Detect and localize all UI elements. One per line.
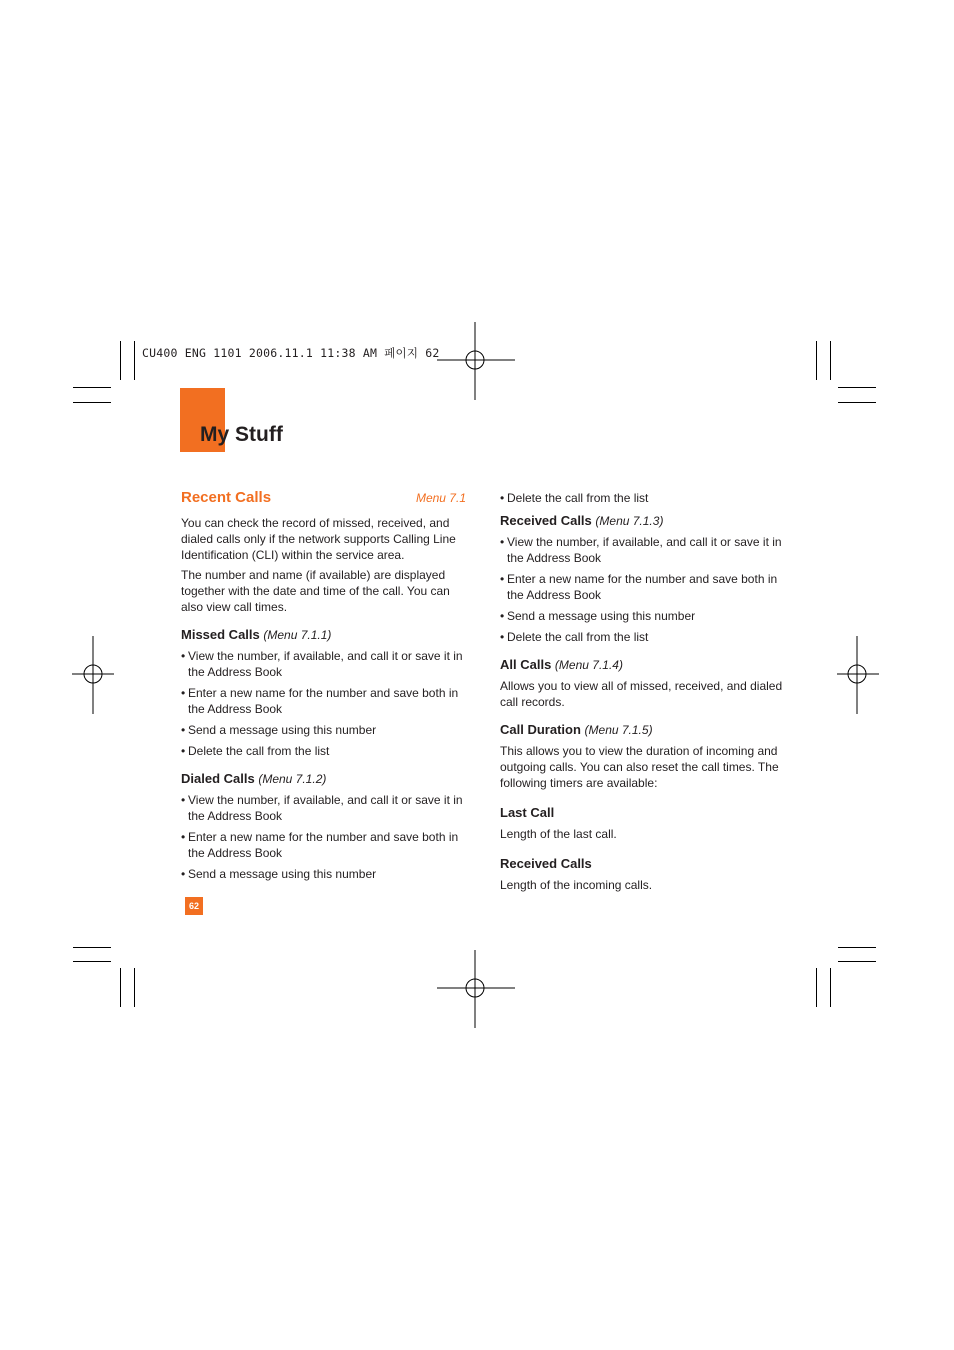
list-item: • Delete the call from the list bbox=[181, 743, 466, 759]
right-column bbox=[500, 490, 785, 897]
subsection-title: Missed Calls bbox=[181, 627, 260, 642]
page-title: My Stuff bbox=[200, 423, 283, 446]
section-menu-ref: Menu 7.1 bbox=[415, 491, 466, 505]
list-item: • Enter a new name for the number and save both in the Address Book bbox=[500, 571, 785, 603]
subsection-menu-ref: (Menu 7.1.1) bbox=[263, 628, 332, 642]
bullet-list bbox=[181, 648, 466, 759]
subsection-title: Received Calls bbox=[500, 856, 592, 871]
registration-mark-icon bbox=[72, 636, 114, 714]
subsection-title: Dialed Calls bbox=[181, 771, 255, 786]
list-item: • Send a message using this number bbox=[181, 866, 466, 882]
print-slug: CU400 ENG 1101 2006.11.1 11:38 AM 페이지 62 bbox=[142, 346, 440, 360]
subsection-menu-ref: (Menu 7.1.5) bbox=[584, 723, 653, 737]
intro-paragraph: You can check the record of missed, received, and dialed calls only if the network supports Calling Line Identification (CLI) within the service area. bbox=[181, 516, 456, 562]
list-item: • Send a message using this number bbox=[500, 608, 785, 624]
list-item: • Enter a new name for the number and save both in the Address Book bbox=[181, 685, 466, 717]
section-header bbox=[181, 490, 466, 506]
crop-mark bbox=[838, 402, 876, 403]
crop-mark bbox=[73, 387, 111, 388]
subsection-menu-ref: (Menu 7.1.2) bbox=[258, 772, 327, 786]
left-column bbox=[181, 490, 466, 887]
subsection-title: All Calls bbox=[500, 657, 552, 672]
list-item: • View the number, if available, and call it or save it in the Address Book bbox=[181, 648, 466, 680]
subsection-title: Last Call bbox=[500, 805, 555, 820]
section-title: Recent Calls bbox=[181, 489, 272, 506]
crop-mark bbox=[838, 387, 876, 388]
crop-mark bbox=[120, 968, 121, 1007]
registration-mark-icon bbox=[437, 950, 515, 1028]
bullet-list bbox=[500, 534, 785, 645]
intro-paragraph: The number and name (if available) are displayed together with the date and time of the call. You can also view call times. bbox=[181, 568, 450, 614]
crop-mark bbox=[838, 947, 876, 948]
crop-mark bbox=[134, 341, 135, 380]
bullet-list bbox=[181, 792, 466, 882]
list-item: • Delete the call from the list bbox=[500, 629, 785, 645]
subsection-all-calls bbox=[500, 657, 785, 673]
subsection-title: Call Duration bbox=[500, 722, 581, 737]
crop-mark bbox=[816, 968, 817, 1007]
body-paragraph: Length of the last call. bbox=[500, 827, 617, 841]
body-paragraph: This allows you to view the duration of incoming and outgoing calls. You can also reset the call times. The following timers are available: bbox=[500, 744, 779, 790]
subsection-title: Received Calls bbox=[500, 513, 592, 528]
list-item: • View the number, if available, and call it or save it in the Address Book bbox=[181, 792, 466, 824]
crop-mark bbox=[830, 968, 831, 1007]
body-paragraph: Allows you to view all of missed, received, and dialed call records. bbox=[500, 679, 783, 709]
subsection-received-calls bbox=[500, 513, 785, 529]
subsection-missed-calls bbox=[181, 627, 466, 643]
crop-mark bbox=[73, 947, 111, 948]
registration-mark-icon bbox=[437, 322, 515, 400]
crop-mark bbox=[838, 961, 876, 962]
crop-mark bbox=[120, 341, 121, 380]
subsection-call-duration bbox=[500, 722, 785, 738]
crop-mark bbox=[134, 968, 135, 1007]
list-item: • Enter a new name for the number and save both in the Address Book bbox=[181, 829, 466, 861]
subsection-menu-ref: (Menu 7.1.4) bbox=[554, 658, 623, 672]
crop-mark bbox=[830, 341, 831, 380]
crop-mark bbox=[73, 961, 111, 962]
bullet-list bbox=[500, 490, 785, 506]
registration-mark-icon bbox=[837, 636, 879, 714]
subsection-last-call bbox=[500, 805, 785, 821]
crop-mark bbox=[73, 402, 111, 403]
list-item: • Delete the call from the list bbox=[500, 490, 785, 506]
crop-mark bbox=[816, 341, 817, 380]
list-item: • View the number, if available, and call it or save it in the Address Book bbox=[500, 534, 785, 566]
list-item: • Send a message using this number bbox=[181, 722, 466, 738]
page-number-badge: 62 bbox=[185, 897, 203, 915]
subsection-menu-ref: (Menu 7.1.3) bbox=[595, 514, 664, 528]
subsection-dialed-calls bbox=[181, 771, 466, 787]
subsection-received-calls-timer bbox=[500, 856, 785, 872]
body-paragraph: Length of the incoming calls. bbox=[500, 878, 653, 892]
